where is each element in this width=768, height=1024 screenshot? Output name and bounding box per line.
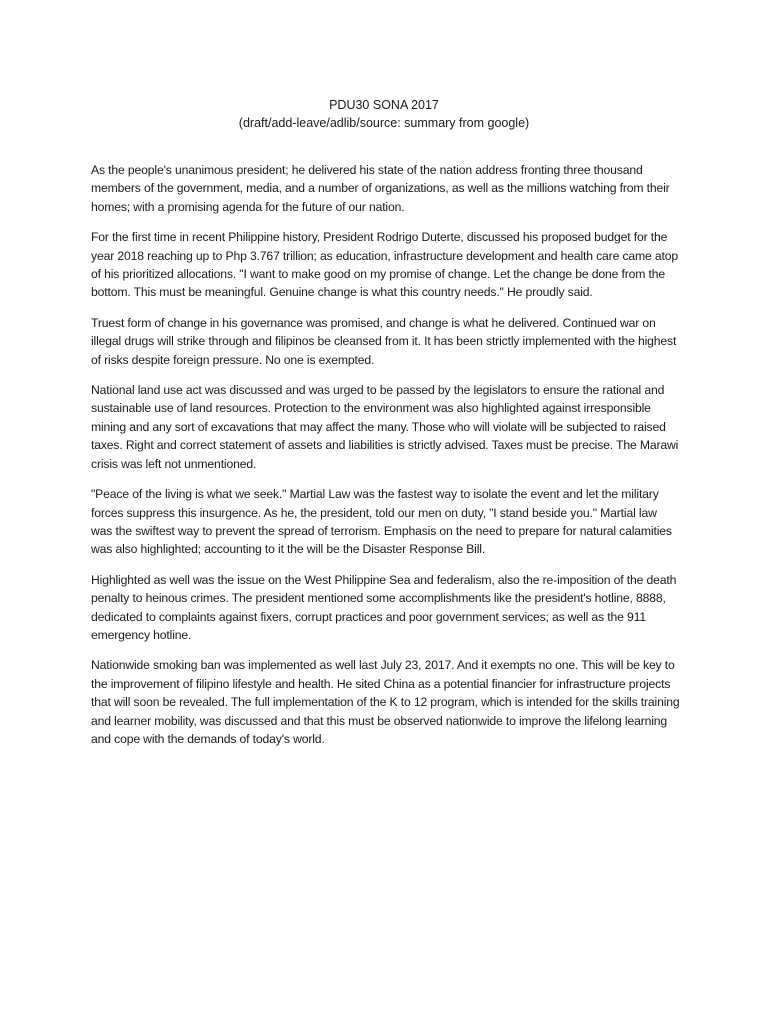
document-body bbox=[91, 161, 681, 760]
paragraph: Truest form of change in his governance was promised, and change is what he delivered. Continued war on illegal drugs will strike through and filipinos be cleansed from it. It has been strictly implemented with the highest of risks despite foreign pressure. No one is exempted. bbox=[91, 315, 677, 367]
paragraph: Highlighted as well was the issue on the West Philippine Sea and federalism, also the re-imposition of the death penalty to heinous crimes. The president mentioned some accomplishments like the president's hotline, 8888, dedicated to complaints against fixers, corrupt practices and poor government services; as well as the 911 emergency hotline. bbox=[91, 572, 677, 642]
document-subtitle: (draft/add-leave/adlib/source: summary from google) bbox=[238, 116, 530, 130]
paragraph: National land use act was discussed and was urged to be passed by the legislators to ensure the rational and sustainable use of land resources. Protection to the environment was also highlighted against irresponsible mining and any sort of excavations that may affect the many. Those who will violate will be subjected to raised taxes. Right and correct statement of assets and liabilities is strictly advised. Taxes must be precise. The Marawi crisis was left not unmentioned. bbox=[91, 383, 679, 471]
document-title: PDU30 SONA 2017 bbox=[329, 98, 439, 112]
paragraph: For the first time in recent Philippine history, President Rodrigo Duterte, discussed his proposed budget for the year 2018 reaching up to Php 3.767 trillion; as education, infrastructure development and health care came atop of his prioritized allocations. "I want to make good on my promise of change. Let the change be done from the bottom. This must be meaningful. Genuine change is what this country needs." He proudly said. bbox=[91, 230, 679, 300]
paragraph: "Peace of the living is what we seek." Martial Law was the fastest way to isolate the event and let the military forces suppress this insurgence. As he, the president, told our men on duty, "I stand beside you." Martial law was the swiftest way to prevent the spread of terrorism. Emphasis on the need to prepare for natural calamities was also highlighted; accounting to it the will be the Disaster Response Bill. bbox=[91, 487, 672, 557]
paragraph: As the people's unanimous president; he delivered his state of the nation address fronting three thousand members of the government, media, and a number of organizations, as well as the millions watching from their homes; with a promising agenda for the future of our nation. bbox=[91, 163, 670, 214]
document-header bbox=[0, 96, 768, 132]
paragraph: Nationwide smoking ban was implemented as well last July 23, 2017. And it exempts no one. This will be key to the improvement of filipino lifestyle and health. He sited China as a potential financier for infrastructure projects that will soon be revealed. The full implementation of the K to 12 program, which is intended for the skills training and learner mobility, was discussed and that this must be observed nationwide to improve the lifelong learning and cope with the demands of today's world. bbox=[91, 658, 680, 746]
